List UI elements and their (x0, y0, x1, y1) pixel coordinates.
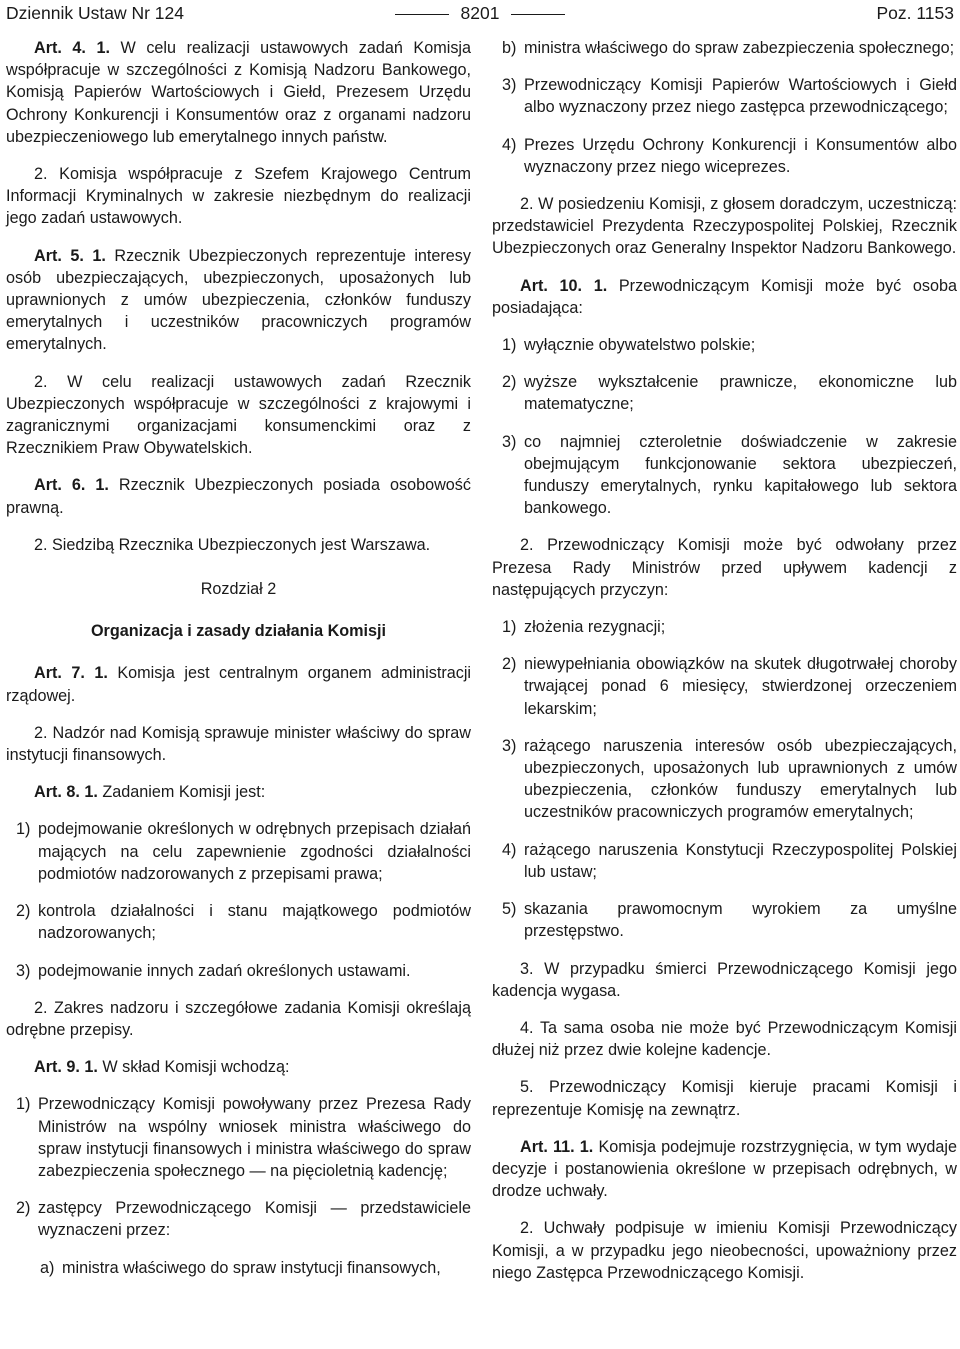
art8-text1: Zadaniem Komisji jest: (102, 783, 266, 802)
art10-lead: Art. 10. 1. (520, 276, 608, 295)
sub-list-item (492, 37, 957, 59)
art10-para2: 2. Przewodniczący Komisji może być odwołany przez Prezesa Rady Ministrów przed upływem kadencji z następujących przyczyn: (492, 536, 957, 599)
list-item-number: 2) (16, 902, 31, 921)
list-item (492, 74, 957, 118)
art8-para2: 2. Zakres nadzoru i szczegółowe zadania Komisji określają odrębne przepisy. (6, 998, 471, 1039)
list-item-number: 3) (502, 432, 517, 451)
art10-text1: Przewodniczącym Komisji może być osoba posiadająca: (492, 276, 957, 317)
art10-para4: 4. Ta sama osoba nie może być Przewodniczącym Komisji dłużej niż przez dwie kolejne kadencje. (492, 1018, 957, 1060)
list-item-text: niewypełniania obowiązków na skutek długotrwałej choroby trwającej ponad 6 miesięcy, stwierdzonej orzeczeniem lekarskim; (524, 655, 957, 718)
list-item (492, 898, 957, 942)
list-item (492, 371, 957, 415)
sub-list-item-text: ministra właściwego do spraw instytucji finansowych, (62, 1258, 441, 1277)
art10-para5: 5. Przewodniczący Komisji kieruje pracami Komisji i reprezentuje Komisję na zewnątrz. (492, 1078, 957, 1119)
chapter-number: Rozdział 2 (200, 580, 277, 599)
art11-text1: Komisja podejmuje rozstrzygnięcia, w tym wydaje decyzje i postanowienia określone w przepisach odrębnych, w drodze uchwały. (492, 1137, 958, 1201)
art5-text1: Rzecznik Ubezpieczonych reprezentuje interesy osób ubezpieczających, ubezpieczonych, uposażonych lub uprawnionych z umów ubezpieczenia, członków funduszy emerytalnych i uczestników pracowniczych programów emerytalnych. (6, 246, 471, 354)
chapter-title: Organizacja i zasady działania Komisji (90, 622, 387, 641)
art10-para1 (492, 275, 957, 319)
list-item (492, 334, 957, 356)
list-item-text: wyższe wykształcenie prawnicze, ekonomiczne lub matematyczne; (524, 373, 957, 414)
list-item-text: złożenia rezygnacji; (524, 618, 666, 637)
position-number: Poz. 1153 (876, 3, 954, 23)
list-item (6, 1197, 471, 1241)
list-item (492, 839, 957, 883)
art8-para1 (6, 781, 471, 803)
art6-para2: 2. Siedzibą Rzecznika Ubezpieczonych jest Warszawa. (34, 535, 431, 554)
page-number: 8201 (460, 3, 500, 23)
art4-para2: 2. Komisja współpracuje z Szefem Krajowego Centrum Informacji Kryminalnych w zakresie niezbędnym do realizacji jego zadań ustawowych. (6, 165, 471, 228)
list-item-text: Prezes Urzędu Ochrony Konkurencji i Konsumentów albo wyznaczony przez niego wiceprezes. (524, 135, 957, 176)
journal-title: Dziennik Ustaw Nr 124 (6, 3, 184, 23)
art11-para1 (492, 1136, 957, 1203)
art5-lead: Art. 5. 1. (34, 246, 106, 265)
art4-para1 (6, 37, 471, 148)
list-item-number: 3) (502, 736, 517, 755)
art6-text1: Rzecznik Ubezpieczonych posiada osobowość prawną. (6, 476, 471, 517)
list-item-text: Przewodniczący Komisji Papierów Wartościowych i Giełd albo wyznaczony przez niego zastępca przewodniczącego; (524, 76, 957, 117)
list-item (492, 616, 957, 638)
list-item (492, 431, 957, 520)
list-item-text: Przewodniczący Komisji powoływany przez Prezesa Rady Ministrów na wspólny wniosek ministra właściwego do spraw instytucji finansowych i ministra właściwego do spraw zabezpieczenia społecznego — na pięcioletnią kadencję; (38, 1095, 471, 1180)
list-item-number: 1) (502, 618, 517, 637)
art4-lead: Art. 4. 1. (34, 39, 110, 57)
list-item-text: podejmowanie określonych w odrębnych przepisach działań mających na celu zapewnienie zgodności działalności podmiotów nadzorowanych z przepisami prawa; (38, 820, 471, 883)
list-item-text: podejmowanie innych zadań określonych ustawami. (38, 961, 411, 980)
list-item-number: 4) (502, 135, 517, 154)
sub-list-item-letter: a) (40, 1258, 55, 1277)
list-item-text: wyłącznie obywatelstwo polskie; (524, 336, 756, 355)
list-item-text: rażącego naruszenia Konstytucji Rzeczypospolitej Polskiej lub ustaw; (524, 840, 957, 881)
list-item-text: skazania prawomocnym wyrokiem za umyślne przestępstwo. (524, 900, 957, 941)
art6-lead: Art. 6. 1. (34, 476, 109, 495)
list-item (492, 134, 957, 178)
art11-lead: Art. 11. 1. (520, 1137, 594, 1156)
dash-right (511, 14, 565, 15)
art7-para1 (6, 662, 471, 706)
list-item (492, 735, 957, 824)
list-item-number: 1) (502, 336, 517, 355)
list-item-number: 2) (16, 1199, 31, 1218)
list-item (6, 900, 471, 944)
list-item-number: 1) (16, 1095, 31, 1114)
art7-para2: 2. Nadzór nad Komisją sprawuje minister właściwy do spraw instytucji finansowych. (6, 723, 471, 765)
art5-para2: 2. W celu realizacji ustawowych zadań Rzecznik Ubezpieczonych współpracuje w szczególności z krajowymi i zagranicznymi organizacjami konsumenckimi oraz z Rzecznikiem Praw Obywatelskich. (6, 372, 471, 458)
art9-para1 (6, 1056, 471, 1078)
art9-para2: 2. W posiedzeniu Komisji, z głosem doradczym, uczestniczą: przedstawiciel Prezydenta Rzeczypospolitej Polskiej, Rzecznik Ubezpieczonych oraz Generalny Inspektor Nadzoru Bankowego. (492, 195, 957, 258)
list-item-text: kontrola działalności i stanu majątkowego podmiotów nadzorowanych; (38, 902, 471, 943)
art9-text1: W skład Komisji wchodzą: (102, 1058, 290, 1077)
list-item-text: zastępcy Przewodniczącego Komisji — przedstawiciele wyznaczeni przez: (38, 1199, 471, 1240)
list-item-number: 5) (502, 900, 517, 919)
list-item-number: 4) (502, 840, 517, 859)
art9-lead: Art. 9. 1. (34, 1058, 98, 1077)
art4-text1: W celu realizacji ustawowych zadań Komisja współpracuje w szczególności z Komisją Nadzoru Bankowego, Komisją Papierów Wartościowych i Giełd, Prezesem Urzędu Ochrony Konkurencji i Konsumentów oraz z organami nadzoru ubezpieczeniowego lub emerytalnego innych państw. (6, 39, 472, 146)
right-column (492, 37, 957, 1299)
left-column (6, 37, 471, 1294)
list-item-number: 2) (502, 655, 517, 674)
art6-para1 (6, 474, 471, 518)
art5-para1 (6, 245, 471, 356)
art11-para2: 2. Uchwały podpisuje w imieniu Komisji Przewodniczący Komisji, a w przypadku jego nieobecności, upoważniony przez niego Zastępca Przewodniczącego Komisji. (492, 1219, 957, 1282)
art7-text1: Komisja jest centralnym organem administracji rządowej. (6, 664, 472, 705)
list-item-number: 3) (502, 76, 517, 95)
list-item-number: 3) (16, 961, 31, 980)
list-item-text: rażącego naruszenia interesów osób ubezpieczających, ubezpieczonych, uposażonych lub uprawnionych z umów ubezpieczenia, członków funduszy emerytalnych lub uczestników pracowniczych programów emerytalnych; (524, 736, 957, 822)
dash-left (395, 14, 449, 15)
list-item-number: 1) (16, 820, 31, 839)
sub-list-item (6, 1257, 471, 1279)
list-item-text: co najmniej czteroletnie doświadczenie w zakresie obejmującym funkcjonowanie sektora ubezpieczeń, funduszy emerytalnych, rynku kapitałowego lub sektora bankowego. (524, 432, 957, 518)
list-item (492, 653, 957, 720)
art8-lead: Art. 8. 1. (34, 783, 98, 802)
art7-lead: Art. 7. 1. (34, 664, 108, 683)
page-number-block (6, 2, 954, 24)
art10-para3: 3. W przypadku śmierci Przewodniczącego Komisji jego kadencja wygasa. (492, 959, 957, 1000)
sub-list-item-text: ministra właściwego do spraw zabezpieczenia społecznego; (524, 39, 955, 57)
list-item (6, 818, 471, 885)
sub-list-item-letter: b) (502, 39, 517, 57)
list-item (6, 1093, 471, 1182)
page-header (6, 2, 954, 26)
list-item-number: 2) (502, 373, 517, 392)
list-item (6, 960, 471, 982)
